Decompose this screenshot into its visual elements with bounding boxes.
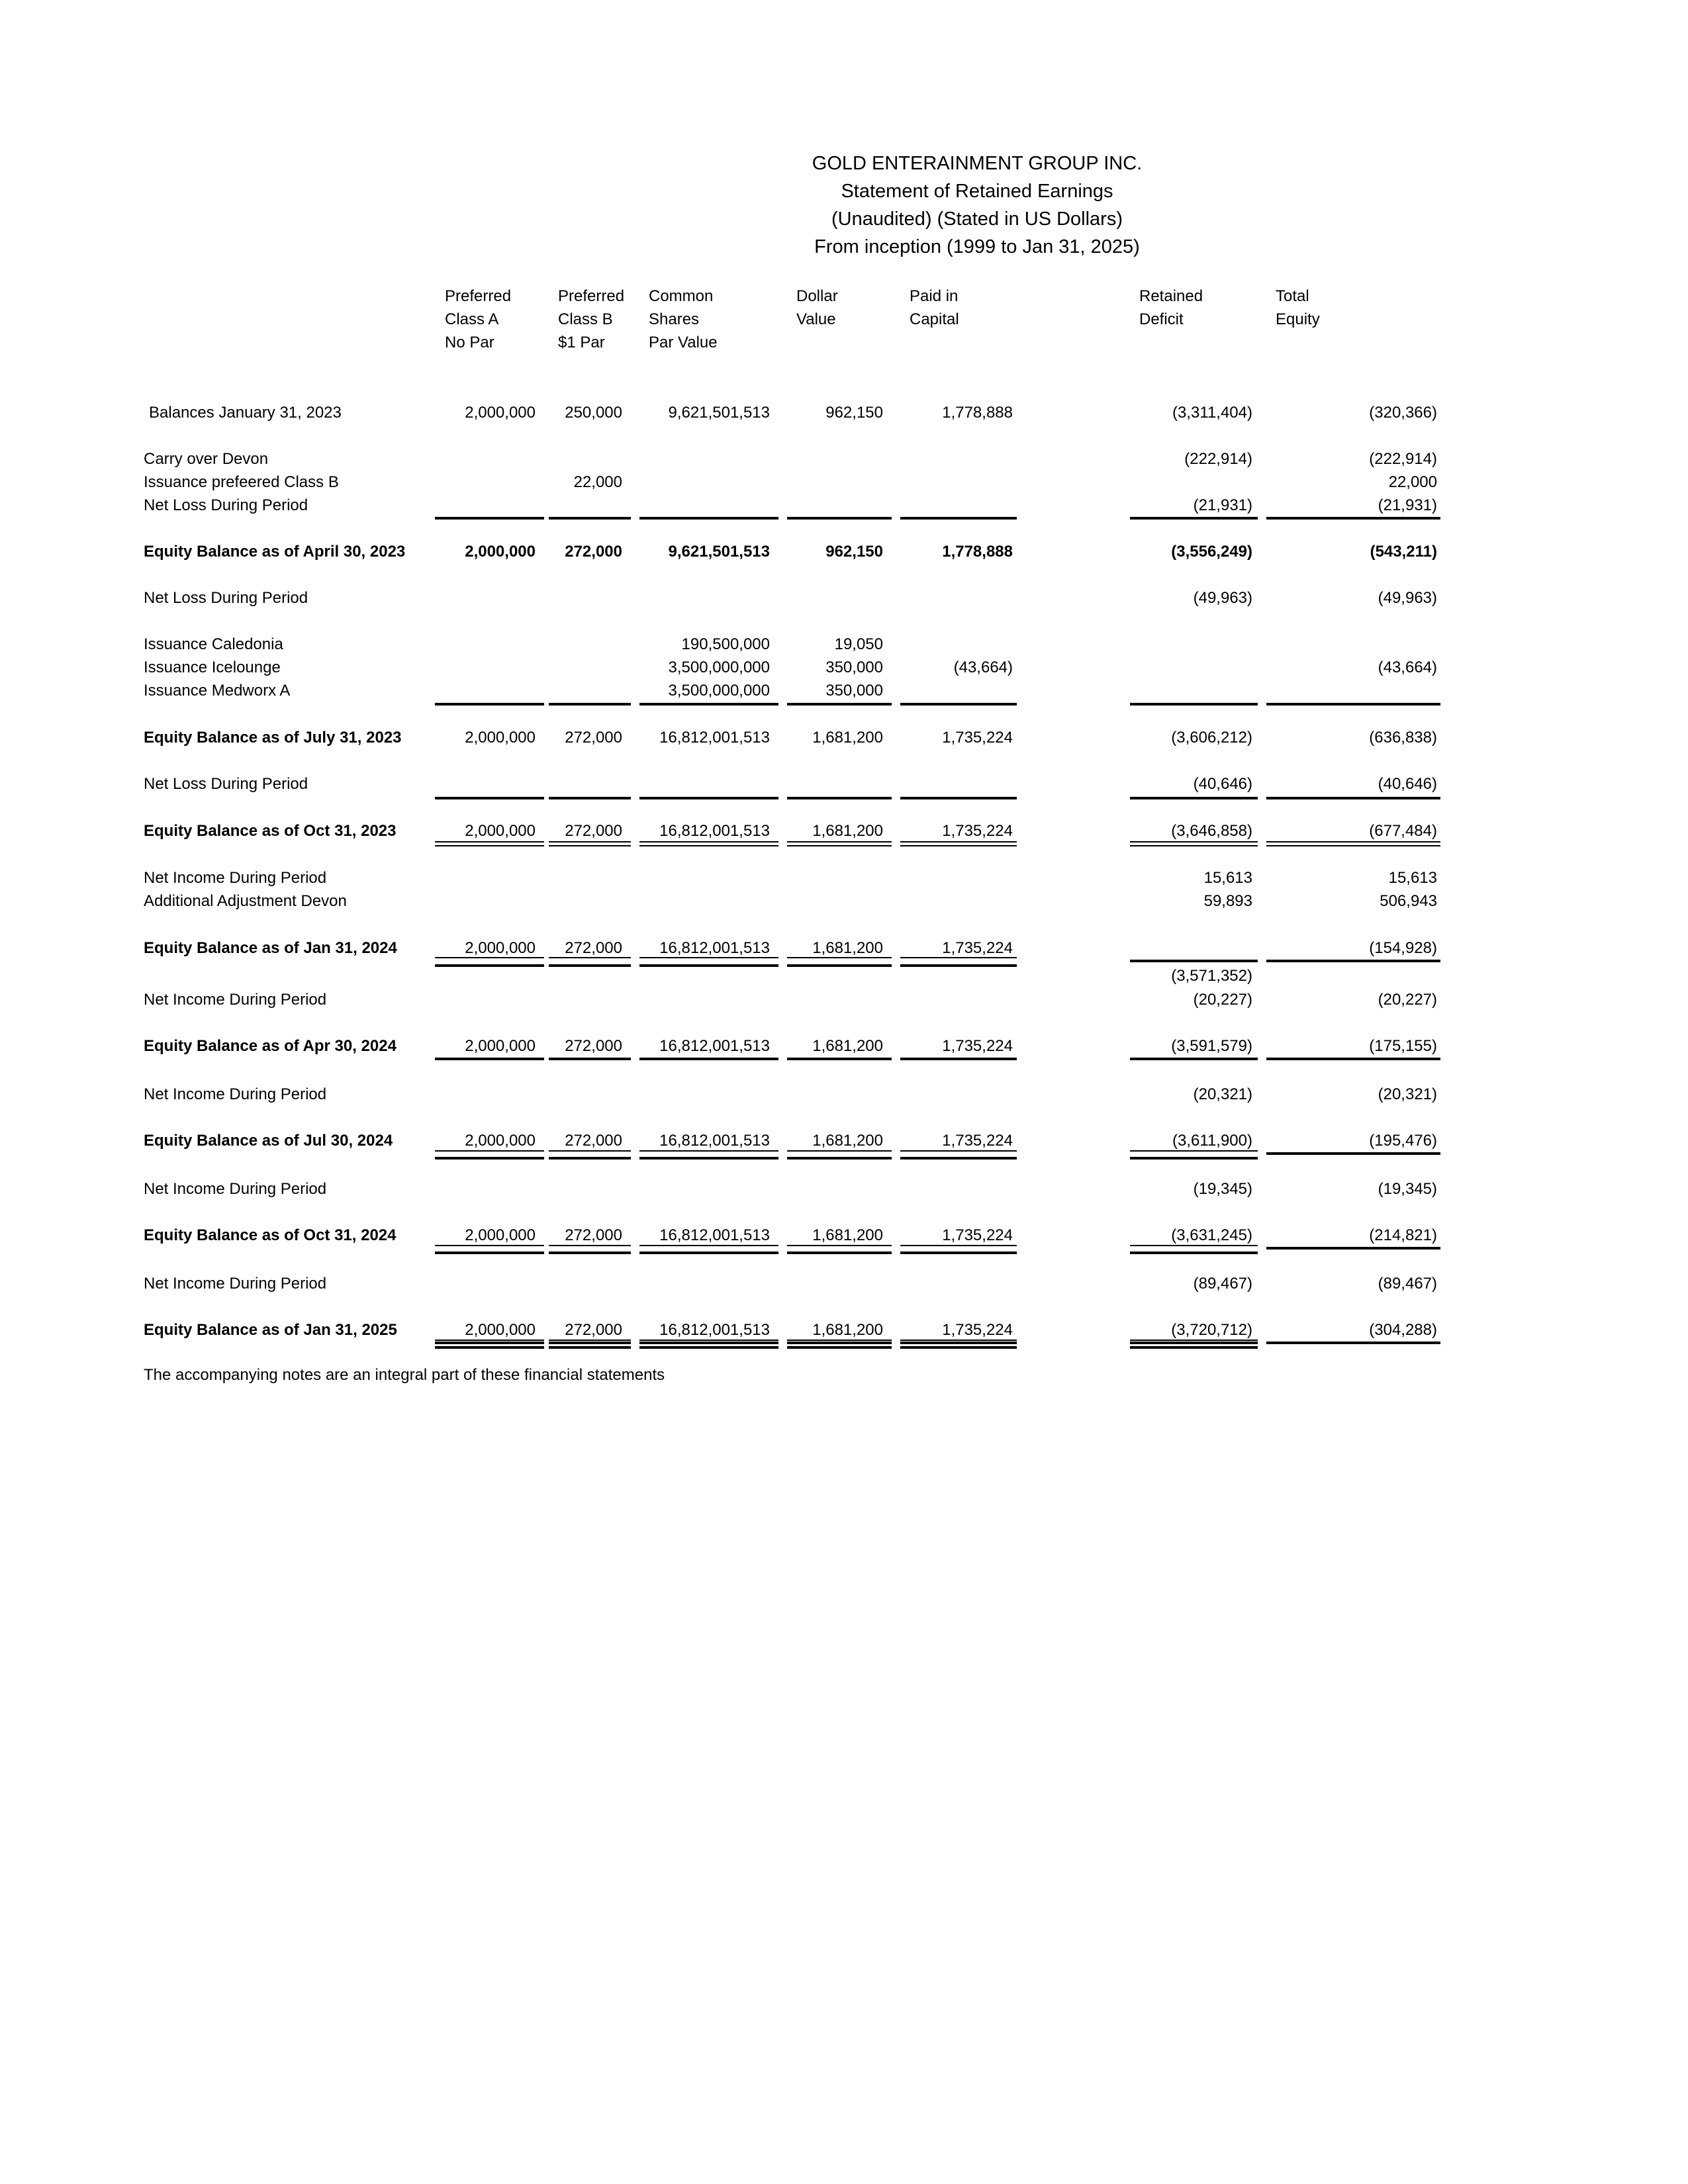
- underline-rule: [787, 841, 892, 846]
- row-cell: (3,556,249): [1171, 543, 1252, 561]
- row-cell: 3,500,000,000: [668, 682, 770, 700]
- underline-rule: [435, 1251, 544, 1254]
- underline-rule: [1266, 841, 1440, 846]
- row-cell: 3,500,000,000: [668, 659, 770, 676]
- column-header-6-line-1: Retained: [1139, 287, 1203, 305]
- row-label: Net Loss During Period: [144, 775, 308, 793]
- underline-rule: [787, 1346, 892, 1349]
- row-label: Net Income During Period: [144, 869, 327, 887]
- underline-rule: [435, 1342, 544, 1344]
- row-cell: (49,963): [1378, 589, 1437, 607]
- row-label: Equity Balance as of Apr 30, 2024: [144, 1037, 397, 1055]
- underline-rule: [900, 1342, 1017, 1344]
- underline-rule: [549, 1251, 631, 1254]
- row-label: Issuance Medworx A: [144, 682, 291, 700]
- underline-rule: [435, 703, 544, 705]
- row-cell: 22,000: [1388, 473, 1437, 491]
- underline-rule: [900, 1245, 1017, 1246]
- footnote: The accompanying notes are an integral part of these financial statements: [144, 1366, 665, 1384]
- row-cell: 506,943: [1380, 892, 1437, 910]
- row-cell: 1,735,224: [942, 729, 1013, 747]
- underline-rule: [1130, 1245, 1258, 1246]
- row-cell: 272,000: [565, 822, 622, 840]
- underline-rule: [435, 1157, 544, 1160]
- underline-rule: [549, 703, 631, 705]
- underline-rule: [787, 797, 892, 799]
- row-label: Net Income During Period: [144, 1085, 327, 1103]
- underline-rule: [435, 1150, 544, 1152]
- underline-rule: [435, 1340, 544, 1341]
- underline-rule: [1130, 1157, 1258, 1160]
- underline-rule: [1266, 960, 1440, 962]
- row-label: Net Income During Period: [144, 1275, 327, 1293]
- underline-rule: [639, 1340, 778, 1341]
- row-cell: (195,476): [1369, 1132, 1437, 1150]
- underline-rule: [639, 1251, 778, 1254]
- row-cell: (214,821): [1369, 1226, 1437, 1244]
- column-header-1-line-1: Preferred: [445, 287, 512, 305]
- underline-rule: [787, 1157, 892, 1160]
- underline-rule: [639, 1245, 778, 1246]
- row-cell: (3,606,212): [1171, 729, 1252, 747]
- underline-rule: [549, 1058, 631, 1060]
- row-cell: 16,812,001,513: [659, 939, 770, 957]
- underline-rule: [900, 1346, 1017, 1349]
- row-cell: 2,000,000: [465, 404, 536, 422]
- row-cell: (154,928): [1369, 939, 1437, 957]
- row-cell: 2,000,000: [465, 822, 536, 840]
- underline-rule: [639, 841, 778, 846]
- row-cell: 2,000,000: [465, 1037, 536, 1055]
- underline-rule: [639, 1150, 778, 1152]
- row-label: Net Loss During Period: [144, 589, 308, 607]
- underline-rule: [1130, 797, 1258, 799]
- row-cell: 1,681,200: [812, 729, 883, 747]
- row-cell: 272,000: [565, 1132, 622, 1150]
- row-cell: (3,646,858): [1171, 822, 1252, 840]
- underline-rule: [639, 703, 778, 705]
- underline-rule: [435, 841, 544, 846]
- underline-rule: [1266, 517, 1440, 520]
- row-cell: (3,611,900): [1172, 1132, 1252, 1150]
- underline-rule: [900, 703, 1017, 705]
- row-cell: (19,345): [1378, 1180, 1437, 1198]
- row-label: Additional Adjustment Devon: [144, 892, 347, 910]
- underline-rule: [787, 1251, 892, 1254]
- row-cell: (543,211): [1370, 543, 1437, 561]
- underline-rule: [549, 517, 631, 520]
- row-label: Equity Balance as of Jul 30, 2024: [144, 1132, 393, 1150]
- underline-rule: [1266, 703, 1440, 705]
- row-cell: 272,000: [565, 1226, 622, 1244]
- row-cell: 15,613: [1388, 869, 1437, 887]
- underline-rule: [549, 841, 631, 846]
- underline-rule: [435, 517, 544, 520]
- column-header-1-line-3: No Par: [445, 334, 494, 351]
- row-cell: 2,000,000: [465, 1132, 536, 1150]
- underline-rule: [639, 1058, 778, 1060]
- row-cell: 272,000: [565, 939, 622, 957]
- row-cell: 1,681,200: [812, 1037, 883, 1055]
- underline-rule: [549, 1150, 631, 1152]
- column-header-3-line-3: Par Value: [649, 334, 718, 351]
- statement-basis: (Unaudited) (Stated in US Dollars): [831, 208, 1123, 230]
- row-cell: 190,500,000: [681, 635, 770, 653]
- row-cell: 350,000: [825, 682, 883, 700]
- row-cell: (21,931): [1378, 496, 1437, 514]
- underline-rule: [787, 1340, 892, 1341]
- row-cell: (49,963): [1193, 589, 1252, 607]
- row-cell: 1,735,224: [942, 1132, 1013, 1150]
- row-label: Equity Balance as of Oct 31, 2024: [144, 1226, 397, 1244]
- underline-rule: [1130, 1251, 1258, 1254]
- underline-rule: [639, 1346, 778, 1349]
- underline-rule: [1266, 797, 1440, 799]
- row-label: Equity Balance as of July 31, 2023: [144, 729, 402, 747]
- underline-rule: [1266, 1247, 1440, 1250]
- underline-rule: [900, 1157, 1017, 1160]
- row-cell: 16,812,001,513: [659, 822, 770, 840]
- row-cell: 1,778,888: [942, 404, 1013, 422]
- row-cell: (320,366): [1369, 404, 1437, 422]
- row-label: Issuance Icelounge: [144, 659, 281, 676]
- column-header-4-line-1: Dollar: [796, 287, 838, 305]
- column-header-7-line-2: Equity: [1276, 310, 1320, 328]
- column-header-3-line-1: Common: [649, 287, 714, 305]
- column-header-5-line-1: Paid in: [910, 287, 959, 305]
- underline-rule: [787, 964, 892, 967]
- underline-rule: [900, 1340, 1017, 1341]
- underline-rule: [900, 1150, 1017, 1152]
- underline-rule: [549, 1245, 631, 1246]
- underline-rule: [435, 964, 544, 967]
- row-cell: 1,735,224: [942, 939, 1013, 957]
- underline-rule: [549, 1342, 631, 1344]
- row-cell: 22,000: [573, 473, 622, 491]
- underline-rule: [1266, 1342, 1440, 1344]
- underline-rule: [900, 797, 1017, 799]
- underline-rule: [639, 957, 778, 958]
- row-cell: 1,681,200: [812, 1132, 883, 1150]
- row-cell: 9,621,501,513: [668, 404, 770, 422]
- row-cell: (20,227): [1378, 991, 1437, 1009]
- row-cell: 2,000,000: [465, 1226, 536, 1244]
- row-cell: (20,321): [1378, 1085, 1437, 1103]
- row-label: Equity Balance as of Oct 31, 2023: [144, 822, 397, 840]
- row-cell: (43,664): [953, 659, 1013, 676]
- row-cell: (21,931): [1193, 496, 1252, 514]
- underline-rule: [1130, 960, 1258, 962]
- underline-rule: [435, 1245, 544, 1246]
- underline-rule: [549, 1157, 631, 1160]
- underline-rule: [900, 964, 1017, 967]
- row-label: Net Income During Period: [144, 991, 327, 1009]
- underline-rule: [900, 1058, 1017, 1060]
- row-cell: (636,838): [1369, 729, 1437, 747]
- statement-title: Statement of Retained Earnings: [841, 181, 1113, 202]
- column-header-5-line-2: Capital: [910, 310, 959, 328]
- row-cell: (677,484): [1369, 822, 1437, 840]
- row-cell: 1,778,888: [942, 543, 1013, 561]
- row-cell: 1,735,224: [942, 1226, 1013, 1244]
- underline-rule: [900, 517, 1017, 520]
- row-cell: 16,812,001,513: [659, 1321, 770, 1339]
- column-header-1-line-2: Class A: [445, 310, 499, 328]
- underline-rule: [1130, 1150, 1258, 1152]
- row-cell: 9,621,501,513: [668, 543, 770, 561]
- row-cell: (89,467): [1193, 1275, 1252, 1293]
- underline-rule: [639, 1342, 778, 1344]
- row-cell: (40,646): [1378, 775, 1437, 793]
- row-cell: (3,720,712): [1171, 1321, 1252, 1339]
- underline-rule: [639, 517, 778, 520]
- row-cell: 16,812,001,513: [659, 1132, 770, 1150]
- row-cell: 272,000: [565, 729, 622, 747]
- row-cell: (3,571,352): [1171, 967, 1252, 985]
- row-label: Issuance Caledonia: [144, 635, 283, 653]
- underline-rule: [1130, 1058, 1258, 1060]
- underline-rule: [1130, 1346, 1258, 1349]
- row-cell: 2,000,000: [465, 543, 536, 561]
- underline-rule: [787, 1150, 892, 1152]
- row-cell: 1,735,224: [942, 1321, 1013, 1339]
- underline-rule: [549, 1346, 631, 1349]
- row-cell: (3,631,245): [1171, 1226, 1252, 1244]
- column-header-7-line-1: Total: [1276, 287, 1309, 305]
- row-cell: (222,914): [1369, 450, 1437, 468]
- underline-rule: [435, 797, 544, 799]
- row-cell: 1,681,200: [812, 1321, 883, 1339]
- underline-rule: [549, 957, 631, 958]
- column-header-3-line-2: Shares: [649, 310, 700, 328]
- row-cell: 272,000: [565, 543, 622, 561]
- underline-rule: [435, 1058, 544, 1060]
- underline-rule: [1266, 1152, 1440, 1155]
- row-cell: 15,613: [1203, 869, 1252, 887]
- row-cell: 250,000: [565, 404, 622, 422]
- row-cell: (20,321): [1193, 1085, 1252, 1103]
- underline-rule: [787, 957, 892, 958]
- row-cell: 2,000,000: [465, 939, 536, 957]
- row-cell: (304,288): [1369, 1321, 1437, 1339]
- row-label: Equity Balance as of Jan 31, 2024: [144, 939, 397, 957]
- underline-rule: [787, 1058, 892, 1060]
- row-label: Issuance prefeered Class B: [144, 473, 339, 491]
- row-cell: 272,000: [565, 1321, 622, 1339]
- row-cell: 16,812,001,513: [659, 1037, 770, 1055]
- underline-rule: [787, 517, 892, 520]
- underline-rule: [435, 957, 544, 958]
- underline-rule: [1130, 1342, 1258, 1344]
- row-cell: (3,591,579): [1171, 1037, 1252, 1055]
- underline-rule: [1130, 517, 1258, 520]
- row-label: Net Loss During Period: [144, 496, 308, 514]
- row-cell: 2,000,000: [465, 729, 536, 747]
- row-cell: 1,735,224: [942, 822, 1013, 840]
- row-label: Carry over Devon: [144, 450, 269, 468]
- row-cell: 2,000,000: [465, 1321, 536, 1339]
- column-header-4-line-2: Value: [796, 310, 836, 328]
- row-cell: 350,000: [825, 659, 883, 676]
- column-header-2-line-1: Preferred: [558, 287, 625, 305]
- company-name: GOLD ENTERAINMENT GROUP INC.: [812, 153, 1143, 174]
- column-header-6-line-2: Deficit: [1139, 310, 1184, 328]
- statement-period: From inception (1999 to Jan 31, 2025): [814, 236, 1140, 257]
- row-cell: 272,000: [565, 1037, 622, 1055]
- underline-rule: [1130, 703, 1258, 705]
- row-cell: 1,681,200: [812, 822, 883, 840]
- row-cell: (3,311,404): [1172, 404, 1252, 422]
- underline-rule: [787, 1245, 892, 1246]
- row-label: Equity Balance as of Jan 31, 2025: [144, 1321, 397, 1339]
- row-label: Balances January 31, 2023: [149, 404, 342, 422]
- underline-rule: [1266, 1058, 1440, 1060]
- row-cell: 1,681,200: [812, 939, 883, 957]
- underline-rule: [900, 841, 1017, 846]
- row-cell: (20,227): [1193, 991, 1252, 1009]
- underline-rule: [900, 957, 1017, 958]
- underline-rule: [1130, 841, 1258, 846]
- underline-rule: [900, 1251, 1017, 1254]
- underline-rule: [549, 797, 631, 799]
- row-cell: 16,812,001,513: [659, 729, 770, 747]
- row-cell: 1,735,224: [942, 1037, 1013, 1055]
- row-cell: 59,893: [1203, 892, 1252, 910]
- column-header-2-line-3: $1 Par: [558, 334, 605, 351]
- row-cell: 962,150: [825, 404, 883, 422]
- row-cell: 1,681,200: [812, 1226, 883, 1244]
- row-cell: 19,050: [834, 635, 883, 653]
- column-header-2-line-2: Class B: [558, 310, 613, 328]
- row-cell: 16,812,001,513: [659, 1226, 770, 1244]
- row-cell: 962,150: [825, 543, 883, 561]
- row-label: Equity Balance as of April 30, 2023: [144, 543, 406, 561]
- underline-rule: [1130, 1340, 1258, 1341]
- row-cell: (40,646): [1193, 775, 1252, 793]
- row-cell: (19,345): [1193, 1180, 1252, 1198]
- underline-rule: [549, 1340, 631, 1341]
- underline-rule: [787, 1342, 892, 1344]
- underline-rule: [639, 797, 778, 799]
- row-cell: (222,914): [1184, 450, 1252, 468]
- row-cell: (43,664): [1378, 659, 1437, 676]
- underline-rule: [787, 703, 892, 705]
- underline-rule: [639, 964, 778, 967]
- underline-rule: [435, 1346, 544, 1349]
- underline-rule: [549, 964, 631, 967]
- row-cell: (175,155): [1369, 1037, 1437, 1055]
- underline-rule: [639, 1157, 778, 1160]
- row-cell: (89,467): [1378, 1275, 1437, 1293]
- row-label: Net Income During Period: [144, 1180, 327, 1198]
